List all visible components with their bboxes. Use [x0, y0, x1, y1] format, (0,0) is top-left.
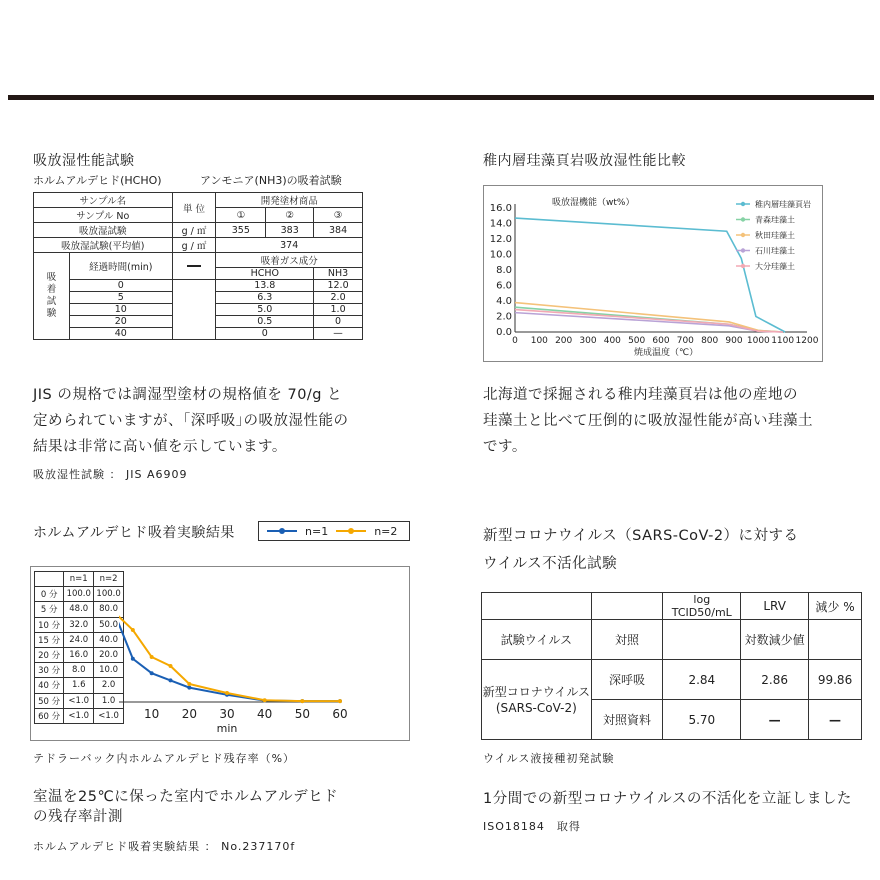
- sample-no-label: サンプル No: [34, 208, 173, 223]
- sample-shinkokyu-rate: 99.86: [809, 660, 862, 700]
- section4-note: ISO18184 取得: [483, 820, 581, 833]
- virus-head-blank-1: [482, 593, 592, 620]
- residual-row: [35, 708, 124, 723]
- virus-name: [482, 660, 592, 740]
- x-tick-label: 20: [181, 707, 197, 721]
- nh3-cell: 1.0: [314, 304, 363, 316]
- row-b-label: 吸放湿試験(平均値): [34, 238, 173, 253]
- residual-n1: 100.0: [64, 587, 94, 602]
- legend-label: 稚内層珪藻頁岩: [755, 200, 811, 209]
- data-point: [225, 691, 229, 695]
- section2-text-line-3: です。: [483, 439, 527, 455]
- virus-lrv-desc: 対数減少値: [741, 620, 809, 660]
- dash-mark: [187, 265, 201, 267]
- nh3-label: NH3: [314, 268, 363, 280]
- section1-text: [33, 382, 433, 460]
- section3-caption: テドラーバック内ホルムアルデヒド残存率（%）: [33, 752, 296, 765]
- chart2-legend: [258, 521, 410, 541]
- legend-label: 石川珪藻土: [755, 246, 795, 256]
- row-a-val-1: 355: [216, 223, 266, 238]
- residual-n2: 100.0: [94, 587, 124, 602]
- chart2-frame: [30, 566, 410, 741]
- virus-r1-blank-2: [809, 620, 862, 660]
- residual-table: [34, 571, 124, 724]
- drying-chart: [484, 186, 822, 361]
- data-point: [169, 678, 173, 682]
- time-cell: 40: [69, 328, 172, 340]
- residual-row: [35, 602, 124, 617]
- residual-time: 50 分: [35, 693, 64, 708]
- data-point: [338, 699, 342, 703]
- legend-swatch-n2: [336, 530, 366, 532]
- y-tick-label: 8.0: [496, 265, 512, 276]
- residual-row: [35, 693, 124, 708]
- residual-time: 5 分: [35, 602, 64, 617]
- data-point: [263, 698, 267, 702]
- residual-row: [35, 617, 124, 632]
- section3-text-line-1: 室温を25℃に保った室内でホルムアルデヒド: [33, 789, 339, 805]
- virus-head-rate: 減少 %: [809, 593, 862, 620]
- sample-shinkokyu-lrv: 2.86: [741, 660, 809, 700]
- sample-name-label: サンプル名: [34, 193, 173, 208]
- residual-n1: 1.6: [64, 678, 94, 693]
- residual-time: 0 分: [35, 587, 64, 602]
- residual-time: 10 分: [35, 617, 64, 632]
- residual-row: [35, 663, 124, 678]
- residual-n2: <1.0: [94, 708, 124, 723]
- x-tick-label: 10: [144, 707, 160, 721]
- row-a-unit: g / ㎡: [172, 223, 216, 238]
- hcho-cell: 13.8: [216, 280, 314, 292]
- section4-title-line-2: ウイルス不活化試験: [483, 556, 618, 572]
- row-b-unit: g / ㎡: [172, 238, 216, 253]
- x-tick-label: 60: [332, 707, 348, 721]
- x-tick-label: 800: [701, 336, 719, 346]
- x-tick-label: 50: [294, 707, 310, 721]
- x-tick-label: 0: [512, 336, 518, 346]
- elapsed-unit-dash: [172, 253, 216, 280]
- residual-n1: <1.0: [64, 693, 94, 708]
- row-a-val-2: 383: [266, 223, 314, 238]
- data-point: [150, 655, 154, 659]
- time-cell: 10: [69, 304, 172, 316]
- x-tick-label: 300: [579, 336, 597, 346]
- legend-label: 大分珪藻土: [755, 262, 795, 271]
- hcho-cell: 0: [216, 328, 314, 340]
- section1-text-line-2: 定められていますが、｢深呼吸｣の吸放湿性能の: [33, 413, 349, 429]
- sample-shinkokyu-log: 2.84: [663, 660, 741, 700]
- section3-text: [33, 787, 338, 827]
- data-point: [150, 671, 154, 675]
- nh3-cell: 12.0: [314, 280, 363, 292]
- legend-marker: [741, 264, 745, 268]
- hcho-cell: 6.3: [216, 292, 314, 304]
- section3-title: ホルムアルデヒド吸着実験結果: [33, 525, 235, 541]
- nh3-cell: —: [314, 328, 363, 340]
- time-cell: 0: [69, 280, 172, 292]
- residual-time: 40 分: [35, 678, 64, 693]
- data-point: [300, 699, 304, 703]
- y-tick-label: 6.0: [496, 280, 512, 292]
- residual-head-n2: n=2: [94, 572, 124, 587]
- residual-n1: 16.0: [64, 647, 94, 662]
- legend-label-n1: n=1: [305, 524, 329, 538]
- residual-time: 30 分: [35, 663, 64, 678]
- section1-subtitle-a: ホルムアルデヒド(HCHO): [33, 174, 162, 187]
- section4-title: [483, 522, 799, 578]
- x-tick-label: 40: [257, 707, 273, 721]
- data-point: [187, 686, 191, 690]
- residual-row: [35, 632, 124, 647]
- section4-caption: ウイルス液接種初発試験: [483, 752, 615, 765]
- virus-head-lrv: LRV: [741, 593, 809, 620]
- row-a-label: 吸放湿試験: [34, 223, 173, 238]
- dev-product-label: 開発塗材商品: [216, 193, 363, 208]
- legend-label-n2: n=2: [374, 524, 398, 538]
- hcho-cell: 0.5: [216, 316, 314, 328]
- chart1-frame: [483, 185, 823, 362]
- virus-head-blank-2: [591, 593, 663, 620]
- section2-text-line-1: 北海道で採掘される稚内珪藻頁岩は他の産地の: [483, 387, 798, 403]
- x-tick-label: 600: [652, 336, 670, 346]
- residual-n1: 48.0: [64, 602, 94, 617]
- x-tick-label: 700: [676, 336, 694, 346]
- y-tick-label: 4.0: [496, 296, 512, 307]
- elapsed-label: 経過時間(min): [69, 253, 172, 280]
- legend-swatch-n1: [267, 530, 297, 532]
- top-divider: [8, 95, 874, 100]
- legend-marker: [741, 248, 745, 252]
- residual-row: [35, 678, 124, 693]
- section1-title: 吸放湿性能試験: [33, 153, 135, 169]
- residual-time: 15 分: [35, 632, 64, 647]
- y-axis-label: 吸放湿機能（wt%）: [552, 198, 635, 208]
- hcho-cell: 5.0: [216, 304, 314, 316]
- sample-no-1: ①: [216, 208, 266, 223]
- side-label: 吸 着 試 験: [34, 253, 70, 340]
- nh3-cell: 0: [314, 316, 363, 328]
- section4-text: 1分間での新型コロナウイルスの不活化を立証しました: [483, 791, 852, 807]
- virus-test-label: 試験ウイルス: [482, 620, 592, 660]
- sample-no-2: ②: [266, 208, 314, 223]
- x-tick-label: 1100: [771, 336, 795, 346]
- y-tick-label: 14.0: [489, 218, 512, 230]
- y-tick-label: 10.0: [489, 249, 512, 261]
- y-tick-label: 12.0: [489, 234, 512, 245]
- legend-marker: [741, 233, 745, 237]
- y-tick-label: 2.0: [496, 311, 512, 323]
- residual-row: [35, 647, 124, 662]
- section1-text-line-1: JIS の規格では調湿型塗材の規格値を 70/g と: [33, 387, 343, 403]
- sample-control: 対照資料: [591, 700, 663, 740]
- row-a-val-3: 384: [314, 223, 363, 238]
- section2-text: [483, 382, 880, 460]
- formaldehyde-chart: [119, 567, 409, 740]
- virus-name-line-2: (SARS-CoV-2): [495, 700, 577, 715]
- virus-table: [481, 592, 862, 740]
- sample-no-3: ③: [314, 208, 363, 223]
- x-axis-label: min: [216, 722, 238, 735]
- residual-n2: 10.0: [94, 663, 124, 678]
- residual-n1: 24.0: [64, 632, 94, 647]
- gas-label: 吸着ガス成分: [216, 253, 363, 268]
- x-tick-label: 200: [555, 336, 573, 346]
- residual-time: 60 分: [35, 708, 64, 723]
- section2-text-line-2: 珪藻土と比べて圧倒的に吸放湿性能が高い珪藻土: [483, 413, 813, 429]
- data-point: [187, 682, 191, 686]
- legend-marker: [741, 217, 745, 221]
- data-point: [169, 664, 173, 668]
- x-tick-label: 900: [725, 336, 743, 346]
- data-point: [131, 657, 135, 661]
- x-axis-label: 焼成温度（℃）: [634, 348, 699, 358]
- y-tick-label: 16.0: [489, 203, 512, 214]
- sample-control-rate: —: [809, 700, 862, 740]
- x-tick-label: 1000: [746, 336, 770, 346]
- nh3-cell: 2.0: [314, 292, 363, 304]
- residual-n2: 40.0: [94, 632, 124, 647]
- section2-title: 稚内層珪藻頁岩吸放湿性能比較: [483, 153, 686, 169]
- x-tick-label: 400: [603, 336, 621, 346]
- section3-text-line-2: の残存率計測: [33, 809, 123, 825]
- section4-title-line-1: 新型コロナウイルス（SARS-CoV-2）に対する: [483, 528, 799, 544]
- legend-label: 青森珪藻土: [755, 215, 795, 225]
- residual-n2: 20.0: [94, 647, 124, 662]
- legend-marker: [741, 202, 745, 206]
- x-tick-label: 500: [628, 336, 646, 346]
- residual-n1: 32.0: [64, 617, 94, 632]
- unit-label: 単 位: [172, 193, 216, 223]
- data-point: [131, 628, 135, 632]
- residual-head-blank: [35, 572, 64, 587]
- legend-label: 秋田珪藻土: [755, 231, 795, 240]
- residual-n1: <1.0: [64, 708, 94, 723]
- residual-n2: 2.0: [94, 678, 124, 693]
- section1-note: 吸放湿性試験 ： JIS A6909: [33, 468, 188, 481]
- hcho-label: HCHO: [216, 268, 314, 280]
- section1-text-line-3: 結果は非常に高い値を示しています。: [33, 439, 287, 455]
- time-cell: 20: [69, 316, 172, 328]
- residual-n1: 8.0: [64, 663, 94, 678]
- y-tick-label: 0.0: [496, 327, 512, 338]
- absorption-table: [33, 192, 363, 340]
- virus-head-log: log TCID50/mL: [663, 593, 741, 620]
- x-tick-label: 30: [219, 707, 235, 721]
- time-cell: 5: [69, 292, 172, 304]
- sample-control-lrv: —: [741, 700, 809, 740]
- virus-control-label: 対照: [591, 620, 663, 660]
- residual-n2: 1.0: [94, 693, 124, 708]
- series-line-3: [515, 313, 783, 332]
- virus-r1-blank: [663, 620, 741, 660]
- sample-control-log: 5.70: [663, 700, 741, 740]
- section1-subtitle-b: アンモニア(NH3)の吸着試験: [200, 174, 342, 187]
- unit-blank: [172, 280, 216, 340]
- sample-shinkokyu: 深呼吸: [591, 660, 663, 700]
- residual-row: [35, 587, 124, 602]
- section3-note: ホルムアルデヒド吸着実験結果 ： No.237170f: [33, 840, 296, 853]
- x-tick-label: 100: [530, 336, 548, 346]
- x-tick-label: 1200: [795, 336, 819, 346]
- row-b-val: 374: [216, 238, 363, 253]
- residual-time: 20 分: [35, 647, 64, 662]
- residual-head-n1: n=1: [64, 572, 94, 587]
- residual-n2: 50.0: [94, 617, 124, 632]
- residual-n2: 80.0: [94, 602, 124, 617]
- virus-name-line-1: 新型コロナウイルス: [482, 684, 590, 699]
